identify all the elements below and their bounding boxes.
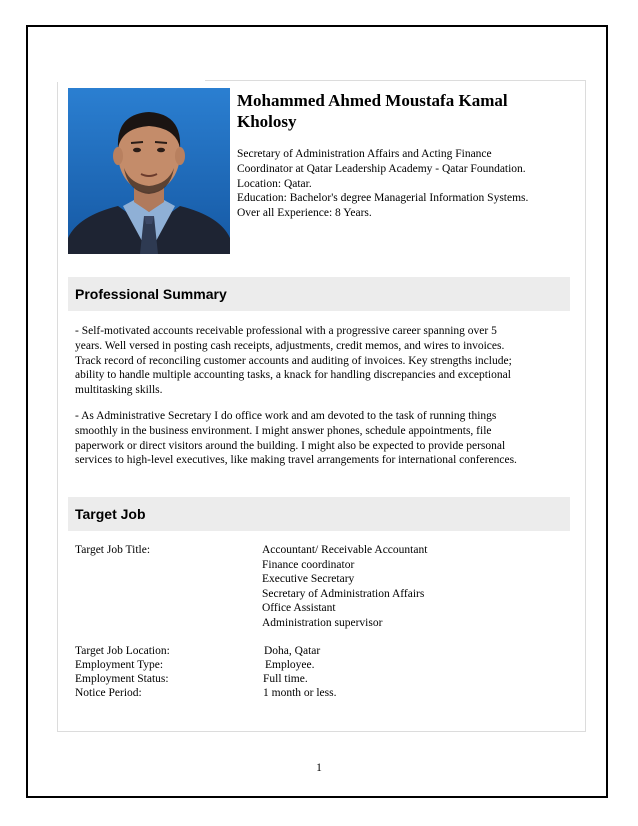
candidate-name: Mohammed Ahmed Moustafa Kamal Kholosy bbox=[237, 91, 508, 131]
target-job-title-item: Executive Secretary bbox=[262, 573, 355, 585]
profile-info-line: Location: Qatar. bbox=[237, 177, 312, 190]
employment-type-label: Employment Type: bbox=[75, 659, 164, 671]
target-job-title-item: Finance coordinator bbox=[262, 558, 355, 571]
profile-photo bbox=[68, 88, 230, 254]
notice-period-value: 1 month or less. bbox=[263, 687, 337, 699]
profile-info-line: Coordinator at Qatar Leadership Academy - Qatar Foundation. bbox=[237, 162, 526, 175]
profile-info-line: Education: Bachelor's degree Managerial Information Systems. bbox=[237, 192, 529, 205]
employment-status-value: Full time. bbox=[263, 673, 308, 685]
summary-paragraph-2: - As Administrative Secretary I do office work and am devoted to the task of running things smoothly in the business environment. I might answer phones, schedule appointments, file paperwork or direct visitors around the building. I might also be expected to provide personal services to high-level executives, like making travel arrangements for international conferences. bbox=[75, 410, 517, 467]
employment-type-value: Employee. bbox=[265, 659, 315, 671]
target-job-title-item: Secretary of Administration Affairs bbox=[262, 587, 425, 600]
target-job-title-item: Administration supervisor bbox=[262, 616, 383, 629]
target-job-location-label: Target Job Location: bbox=[75, 645, 170, 657]
profile-info bbox=[237, 147, 567, 221]
target-job-location-value: Doha, Qatar bbox=[264, 645, 321, 657]
target-job-heading: Target Job bbox=[68, 497, 570, 531]
profile-info-line: Over all Experience: 8 Years. bbox=[237, 207, 372, 220]
target-job-title-item: Office Assistant bbox=[262, 602, 336, 614]
target-job-title-item: Accountant/ Receivable Accountant bbox=[262, 544, 428, 556]
profile-info-line: Secretary of Administration Affairs and Acting Finance bbox=[237, 148, 492, 160]
page-number: 1 bbox=[316, 762, 322, 774]
employment-status-label: Employment Status: bbox=[75, 673, 169, 685]
target-job-title-label: Target Job Title: bbox=[75, 544, 151, 556]
professional-summary-heading: Professional Summary bbox=[68, 277, 570, 311]
notice-period-label: Notice Period: bbox=[75, 687, 142, 699]
target-job-titles bbox=[262, 543, 427, 630]
summary-paragraph-1: - Self-motivated accounts receivable professional with a progressive career spanning over 5 years. Well versed in posting cash receipts, adjustments, credit memos, and wires to invoices. Track record of reconciling customer accounts and auditing of invoices. Key strengths include; ability to handle multiple accounting tasks, a knack for handling discrepancies and exceptional multitasking skills. bbox=[75, 325, 512, 397]
